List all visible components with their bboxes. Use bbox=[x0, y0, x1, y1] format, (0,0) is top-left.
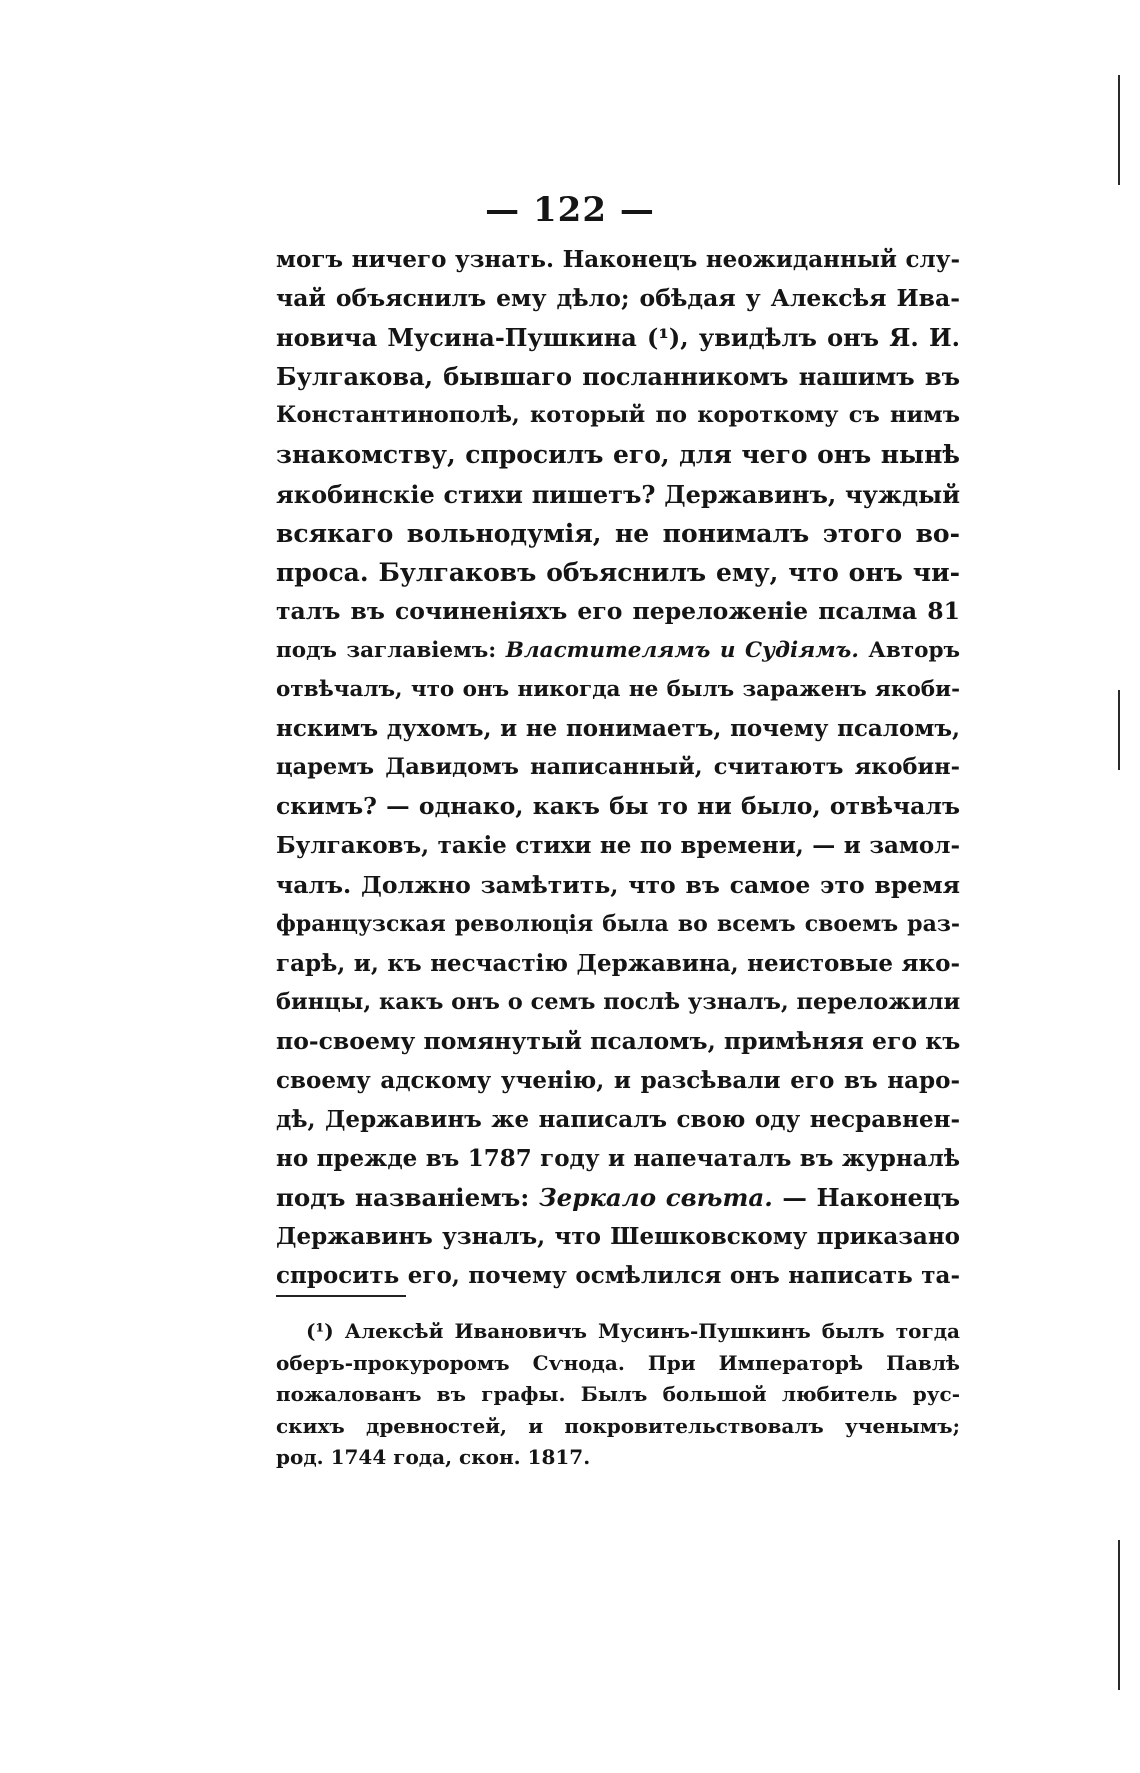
text-line: якобинскіе стихи пишетъ? Державинъ, чуждый bbox=[276, 479, 960, 509]
footnote-line: (¹) Алексѣй Ивановичъ Мусинъ-Пушкинъ былъ тогда bbox=[306, 1319, 960, 1343]
line-suffix: Авторъ bbox=[868, 637, 960, 663]
text-line: дѣ, Державинъ же написалъ свою оду несравнен- bbox=[276, 1106, 960, 1134]
text-line: Булгакова, бывшаго посланникомъ нашимъ въ bbox=[276, 362, 960, 392]
text-line: знакомству, спросилъ его, для чего онъ нынѣ bbox=[276, 440, 960, 470]
line-prefix: подъ названіемъ: bbox=[276, 1183, 530, 1213]
scan-edge-mark bbox=[1118, 1540, 1120, 1690]
line-prefix: подъ заглавіемъ: bbox=[276, 637, 497, 663]
page-number: — 122 — bbox=[485, 190, 655, 230]
footnote-line: род. 1744 года, скон. 1817. bbox=[276, 1445, 591, 1469]
text-line: Булгаковъ, такіе стихи не по времени, — и замол- bbox=[276, 832, 960, 860]
footnote-line: пожалованъ въ графы. Былъ большой любитель рус- bbox=[276, 1382, 960, 1406]
text-line: но прежде въ 1787 году и напечаталъ въ журналѣ bbox=[276, 1145, 960, 1173]
text-line-with-title bbox=[276, 1178, 960, 1217]
text-line: могъ ничего узнать. Наконецъ неожиданный слу- bbox=[276, 246, 960, 273]
text-line: по-своему помянутый псаломъ, примѣняя его къ bbox=[276, 1026, 961, 1055]
text-line: Константинополѣ, который по короткому съ нимъ bbox=[276, 402, 960, 429]
text-line: скимъ? — однако, какъ бы то ни было, отвѣчалъ bbox=[276, 792, 960, 821]
text-line: спросить его, почему осмѣлился онъ написать та- bbox=[276, 1262, 960, 1290]
footnote-line: оберъ-прокуроромъ Сѵнода. При Императорѣ Павлѣ bbox=[276, 1350, 960, 1375]
footnote-line: скихъ древностей, и покровительствовалъ ученымъ; bbox=[276, 1413, 960, 1438]
poem-title: Властителямъ и Судіямъ. bbox=[505, 637, 859, 663]
text-line: французская революція была во всемъ своемъ раз- bbox=[276, 910, 960, 937]
text-line: бинцы, какъ онъ о семъ послѣ узналъ, переложили bbox=[276, 988, 961, 1015]
text-line: гарѣ, и, къ несчастію Державина, неистовые яко- bbox=[276, 949, 960, 977]
journal-title: Зеркало свѣта. bbox=[538, 1183, 773, 1213]
text-line-with-title bbox=[276, 631, 960, 670]
text-line: царемъ Давидомъ написанный, считаютъ якобин- bbox=[276, 754, 960, 781]
text-line: своему адскому ученію, и разсѣвали его въ наро- bbox=[276, 1066, 960, 1094]
line-suffix: — Наконецъ bbox=[782, 1183, 961, 1213]
footnote bbox=[276, 1316, 960, 1474]
scan-edge-mark bbox=[1118, 75, 1120, 185]
scan-edge-mark bbox=[1118, 690, 1120, 770]
text-line: Державинъ узналъ, что Шешковскому приказано bbox=[276, 1223, 960, 1251]
text-line: чалъ. Должно замѣтить, что въ самое это время bbox=[276, 870, 960, 899]
text-line: проса. Булгаковъ объяснилъ ему, что онъ чи- bbox=[276, 557, 960, 587]
text-line: новича Мусина-Пушкина (¹), увидѣлъ онъ Я. И. bbox=[276, 323, 960, 353]
text-line: талъ въ сочиненіяхъ его переложеніе псалма 81 bbox=[276, 596, 960, 625]
text-line: всякаго вольнодумія, не понималъ этого во- bbox=[276, 518, 960, 548]
main-text bbox=[276, 240, 960, 1296]
text-line: отвѣчалъ, что онъ никогда не былъ зараженъ якоби- bbox=[276, 677, 960, 703]
text-line: нскимъ духомъ, и не понимаетъ, почему псаломъ, bbox=[276, 715, 960, 743]
text-line: чай объяснилъ ему дѣло; обѣдая у Алексѣя Ива- bbox=[276, 284, 960, 313]
footnote-divider bbox=[276, 1295, 406, 1297]
